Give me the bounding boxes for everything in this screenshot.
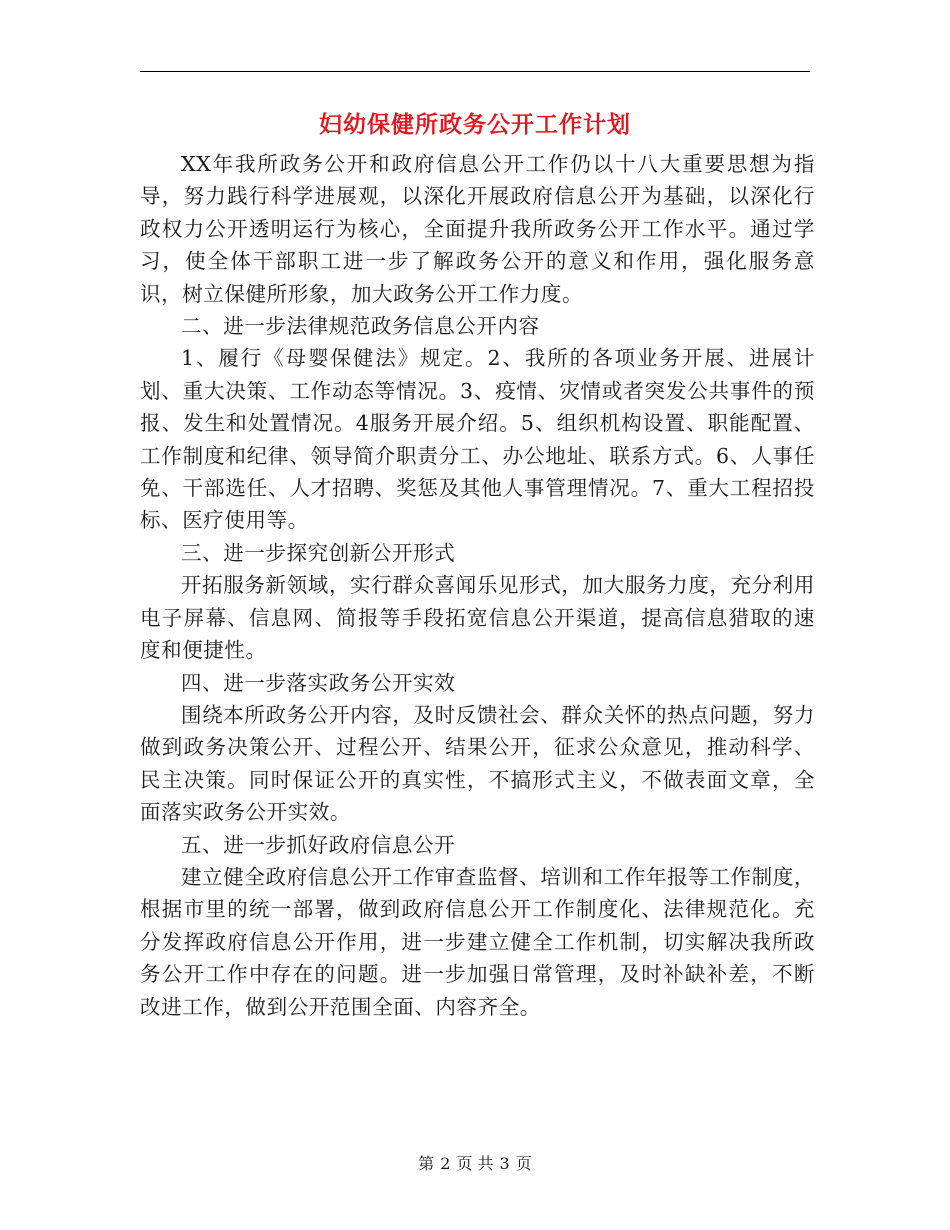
header-rule: [140, 71, 810, 72]
footer-prefix: 第: [418, 1154, 435, 1173]
section-4-paragraph: 围绕本所政务公开内容，及时反馈社会、群众关怀的热点问题，努力做到政务决策公开、过程公开、结果公开，征求公众意见，推动科学、民主决策。同时保证公开的真实性，不搞形式主义，不做表面文章，全面落实政务公开实效。: [140, 702, 815, 825]
intro-paragraph: XX年我所政务公开和政府信息公开工作仍以十八大重要思想为指导，努力践行科学进展观，以深化开展政府信息公开为基础，以深化行政权力公开透明运行为核心，全面提升我所政务公开工作水平。通过学习，使全体干部职工进一步了解政务公开的意义和作用，强化服务意识，树立保健所形象，加大政务公开工作力度。: [140, 152, 815, 306]
footer-page-number: 2: [440, 1154, 451, 1173]
document-body: [140, 148, 815, 1023]
section-heading-5: 五、进一步抓好政府信息公开: [181, 832, 456, 857]
page-footer: [0, 1152, 950, 1176]
section-5-paragraph: 建立健全政府信息公开工作审查监督、培训和工作年报等工作制度，根据市里的统一部署，做到政府信息公开工作制度化、法律规范化。充分发挥政府信息公开作用，进一步建立健全工作机制，切实解决我所政务公开工作中存在的问题。进一步加强日常管理，及时补缺补差，不断改进工作，做到公开范围全面、内容齐全。: [140, 864, 815, 1019]
section-heading-3: 三、进一步探究创新公开形式: [181, 540, 456, 565]
footer-middle: 页 共: [456, 1154, 494, 1173]
section-3-paragraph: 开拓服务新领域，实行群众喜闻乐见形式，加大服务力度，充分利用电子屏幕、信息网、简报等手段拓宽信息公开渠道，提高信息猎取的速度和便捷性。: [140, 573, 815, 663]
footer-total-pages: 3: [499, 1154, 510, 1173]
section-2-paragraph: 1、履行《母婴保健法》规定。2、我所的各项业务开展、进展计划、重大决策、工作动态等情况。3、疫情、灾情或者突发公共事件的预报、发生和处置情况。4服务开展介绍。5、组织机构设置、职能配置、工作制度和纪律、领导简介职责分工、办公地址、联系方式。6、人事任免、干部选任、人才招聘、奖惩及其他人事管理情况。7、重大工程招投标、医疗使用等。: [140, 346, 815, 533]
section-heading-2: 二、进一步法律规范政务信息公开内容: [181, 314, 540, 339]
document-title: 妇幼保健所政务公开工作计划: [319, 111, 631, 138]
section-heading-4: 四、进一步落实政务公开实效: [181, 670, 456, 695]
footer-suffix: 页: [515, 1154, 532, 1173]
